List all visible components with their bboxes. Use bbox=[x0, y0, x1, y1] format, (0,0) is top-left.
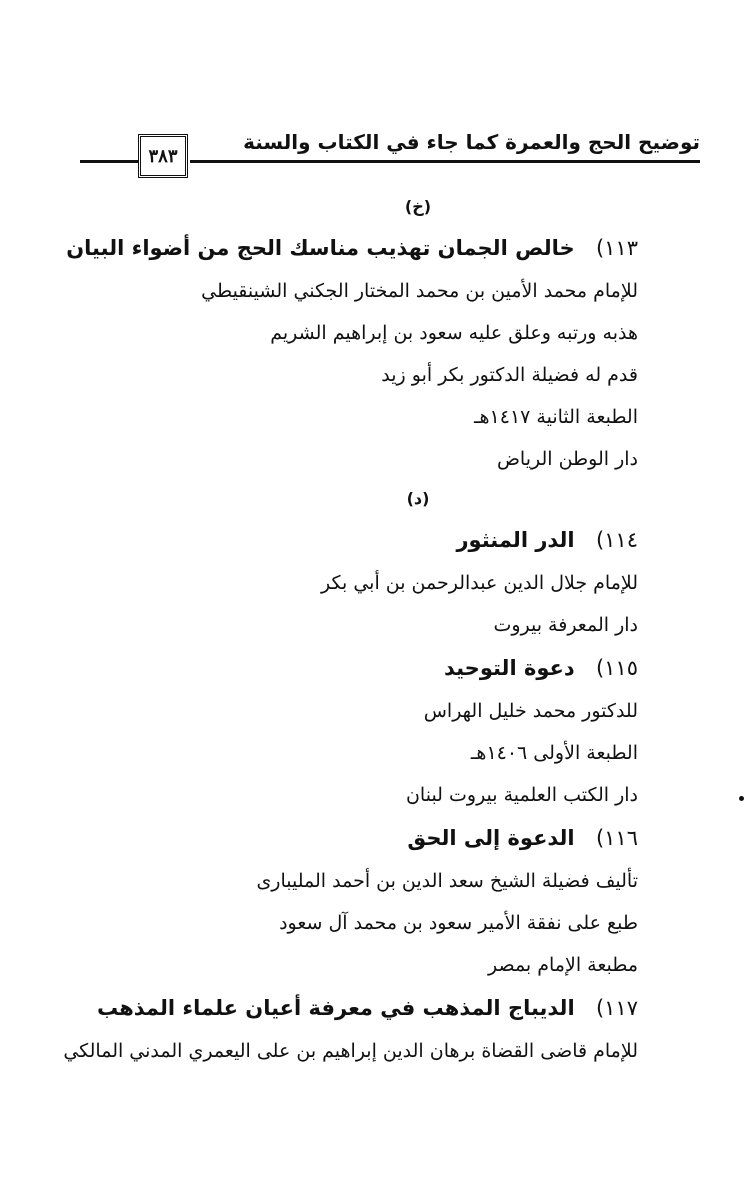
entry-title: الدر المنثور bbox=[456, 528, 575, 552]
entry-number: ١١٤) bbox=[595, 528, 638, 552]
entry-number: ١١٧) bbox=[595, 996, 638, 1020]
bibliography-entry bbox=[78, 646, 638, 816]
entry-line: للإمام محمد الأمين بن محمد المختار الجكني الشينقيطي bbox=[201, 280, 638, 302]
entry-line: دار الوطن الرياض bbox=[496, 448, 638, 470]
bibliography-list bbox=[63, 188, 638, 1072]
entry-line: تأليف فضيلة الشيخ سعد الدين بن أحمد المليبارى bbox=[256, 870, 638, 892]
entry-line: الطبعة الأولى ١٤٠٦هـ bbox=[470, 742, 638, 764]
bibliography-entry bbox=[66, 226, 638, 480]
entry-title-line bbox=[78, 816, 638, 860]
entry-line: للدكتور محمد خليل الهراس bbox=[423, 700, 638, 722]
entry-number: ١١٣) bbox=[595, 236, 638, 260]
entry-line: دار المعرفة بيروت bbox=[493, 614, 638, 636]
entry-number: ١١٦) bbox=[595, 826, 638, 850]
entry-title-line bbox=[66, 226, 638, 270]
entry-title-line bbox=[78, 646, 638, 690]
entry-title-line bbox=[78, 986, 638, 1030]
entry-line: طبع على نفقة الأمير سعود بن محمد آل سعود bbox=[279, 912, 638, 934]
margin-dot bbox=[739, 796, 744, 801]
entry-title: خالص الجمان تهذيب مناسك الحج من أضواء البيان bbox=[66, 236, 575, 260]
page-number: ٣٨٣ bbox=[138, 134, 188, 178]
entry-line: الطبعة الثانية ١٤١٧هـ bbox=[473, 406, 638, 428]
entry-title-line bbox=[78, 518, 638, 562]
entry-line: للإمام قاضى القضاة برهان الدين إبراهيم بن على اليعمري المدني المالكي bbox=[63, 1040, 638, 1062]
header-rule-left bbox=[80, 160, 138, 163]
entry-title: الدعوة إلى الحق bbox=[407, 826, 575, 850]
header-rule bbox=[190, 160, 700, 163]
entry-line: هذبه ورتبه وعلق عليه سعود بن إبراهيم الشريم bbox=[270, 322, 638, 344]
entry-title: الديباج المذهب في معرفة أعيان علماء المذهب bbox=[96, 996, 575, 1020]
bibliography-entry bbox=[78, 816, 638, 986]
entry-line: قدم له فضيلة الدكتور بكر أبو زيد bbox=[381, 364, 638, 386]
section-letter: (د) bbox=[406, 489, 430, 508]
entry-number: ١١٥) bbox=[595, 656, 638, 680]
page-header bbox=[80, 122, 700, 182]
entry-line: مطبعة الإمام بمصر bbox=[487, 954, 638, 976]
entry-line: دار الكتب العلمية بيروت لبنان bbox=[405, 784, 638, 806]
bibliography-entry bbox=[63, 986, 638, 1072]
bibliography-entry bbox=[78, 518, 638, 646]
entry-title: دعوة التوحيد bbox=[443, 656, 575, 680]
entry-line: للإمام جلال الدين عبدالرحمن بن أبي بكر bbox=[321, 572, 638, 594]
section-letter: (خ) bbox=[404, 197, 432, 216]
running-title: توضيح الحج والعمرة كما جاء في الكتاب والسنة bbox=[243, 130, 700, 154]
